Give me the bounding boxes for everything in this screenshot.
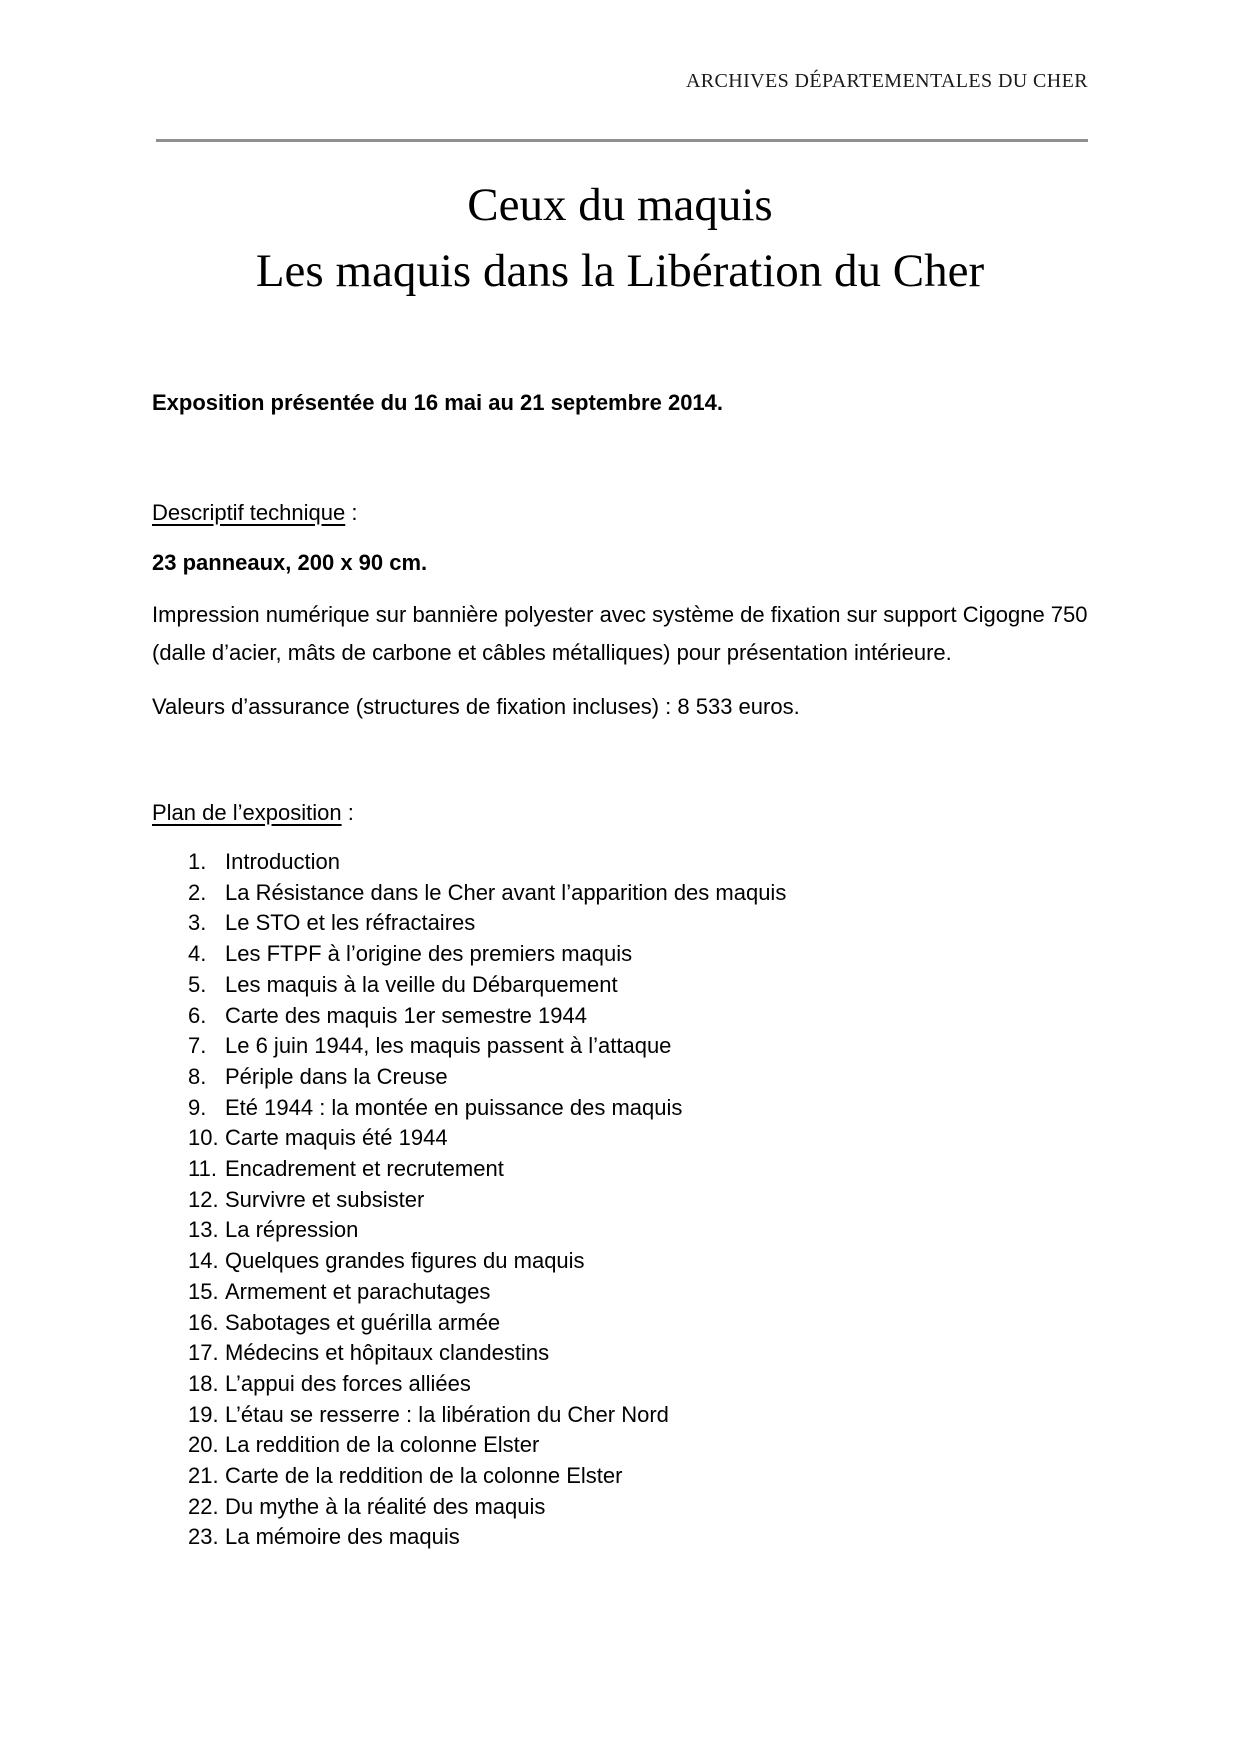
page-title <box>152 172 1088 304</box>
plan-item-text: La mémoire des maquis <box>225 1524 460 1550</box>
plan-item-text: Carte maquis été 1944 <box>225 1125 448 1151</box>
archives-header: ARCHIVES DÉPARTEMENTALES DU CHER <box>685 70 1088 92</box>
plan-item-text: L’étau se resserre : la libération du Cher Nord <box>225 1401 669 1427</box>
plan-item-number: 14. <box>188 1248 219 1274</box>
plan-item-text: Le STO et les réfractaires <box>225 910 476 936</box>
plan-item-text: La répression <box>225 1217 359 1243</box>
plan-list-item <box>152 1338 1092 1369</box>
plan-item-text: Du mythe à la réalité des maquis <box>225 1493 546 1519</box>
plan-list-item <box>152 1154 1092 1185</box>
title-line-2: Les maquis dans la Libération du Cher <box>255 245 985 297</box>
plan-item-text: Introduction <box>225 849 340 874</box>
plan-item-number: 22. <box>188 1493 219 1519</box>
plan-item-number: 7. <box>188 1033 207 1059</box>
impression-description: Impression numérique sur bannière polyester avec système de fixation sur support Cigogne 750 (dalle d’acier, mâts de carbone et câbles métalliques) pour présentation intérieure. <box>152 602 1088 665</box>
plan-heading-text: Plan de l’exposition <box>152 800 342 825</box>
plan-list-item <box>152 1461 1092 1492</box>
plan-list-item <box>152 1522 1092 1553</box>
plan-list-item <box>152 1123 1092 1154</box>
plan-list-item <box>152 970 1092 1001</box>
plan-item-number: 21. <box>188 1463 219 1489</box>
plan-item-number: 11. <box>188 1156 217 1182</box>
plan-list-item <box>152 1369 1092 1400</box>
descriptif-heading <box>152 500 1092 526</box>
header-divider <box>156 139 1088 142</box>
plan-item-text: L’appui des forces alliées <box>225 1370 471 1396</box>
plan-item-text: Les FTPF à l’origine des premiers maquis <box>225 941 633 967</box>
descriptif-heading-text: Descriptif technique <box>152 500 346 525</box>
plan-item-number: 20. <box>188 1432 219 1458</box>
plan-list-item <box>152 1093 1092 1124</box>
exposition-dates: Exposition présentée du 16 mai au 21 septembre 2014. <box>152 390 724 415</box>
plan-item-text: Carte de la reddition de la colonne Elster <box>225 1463 623 1489</box>
plan-item-number: 9. <box>188 1094 207 1120</box>
plan-list-item <box>152 1185 1092 1216</box>
plan-item-number: 5. <box>188 971 207 997</box>
plan-item-text: Les maquis à la veille du Débarquement <box>225 971 618 997</box>
panels-spec: 23 panneaux, 200 x 90 cm. <box>152 550 428 575</box>
plan-list-item <box>152 1400 1092 1431</box>
plan-list-item <box>152 1031 1092 1062</box>
title-line-1: Ceux du maquis <box>467 179 773 231</box>
plan-item-number: 12. <box>188 1186 219 1212</box>
plan-item-number: 17. <box>188 1340 219 1366</box>
plan-item-number: 18. <box>188 1370 219 1396</box>
plan-item-text: Médecins et hôpitaux clandestins <box>225 1340 550 1366</box>
plan-item-text: Survivre et subsister <box>225 1186 425 1212</box>
exposition-plan-list <box>152 847 1092 1553</box>
plan-item-text: Périple dans la Creuse <box>225 1063 448 1089</box>
plan-heading <box>152 800 1092 826</box>
plan-list-item <box>152 878 1092 909</box>
plan-list-item <box>152 1430 1092 1461</box>
plan-item-number: 8. <box>188 1063 207 1089</box>
plan-item-number: 16. <box>188 1309 219 1335</box>
plan-item-text: Quelques grandes figures du maquis <box>225 1248 585 1274</box>
plan-item-number: 2. <box>188 879 207 905</box>
plan-item-text: Carte des maquis 1er semestre 1944 <box>225 1002 587 1028</box>
plan-list-item <box>152 1215 1092 1246</box>
plan-heading-colon: : <box>341 800 354 825</box>
insurance-value: Valeurs d’assurance (structures de fixation incluses) : 8 533 euros. <box>152 694 800 719</box>
plan-item-text: Encadrement et recrutement <box>225 1156 504 1182</box>
plan-list-item <box>152 1277 1092 1308</box>
plan-item-number: 15. <box>188 1278 219 1304</box>
descriptif-heading-colon: : <box>345 500 358 525</box>
plan-item-text: Armement et parachutages <box>225 1278 491 1304</box>
plan-list-item <box>152 1246 1092 1277</box>
plan-item-number: 10. <box>188 1125 219 1151</box>
plan-item-number: 13. <box>188 1217 219 1243</box>
plan-item-text: La Résistance dans le Cher avant l’apparition des maquis <box>225 879 787 905</box>
plan-item-text: Le 6 juin 1944, les maquis passent à l’attaque <box>225 1033 672 1059</box>
plan-list-item <box>152 1492 1092 1523</box>
plan-item-text: Sabotages et guérilla armée <box>225 1309 501 1335</box>
plan-item-text: La reddition de la colonne Elster <box>225 1432 540 1458</box>
plan-item-number: 6. <box>188 1002 207 1028</box>
plan-item-number: 23. <box>188 1524 219 1550</box>
plan-item-number: 4. <box>188 941 207 967</box>
plan-item-number: 19. <box>188 1401 219 1427</box>
plan-item-number: 1. <box>188 849 207 874</box>
plan-list-item <box>152 847 1092 878</box>
plan-list-item <box>152 1062 1092 1093</box>
plan-list-item <box>152 908 1092 939</box>
plan-list-item <box>152 1308 1092 1339</box>
plan-item-number: 3. <box>188 910 207 936</box>
plan-item-text: Eté 1944 : la montée en puissance des maquis <box>225 1094 683 1120</box>
plan-list-item <box>152 1001 1092 1032</box>
plan-list-item <box>152 939 1092 970</box>
